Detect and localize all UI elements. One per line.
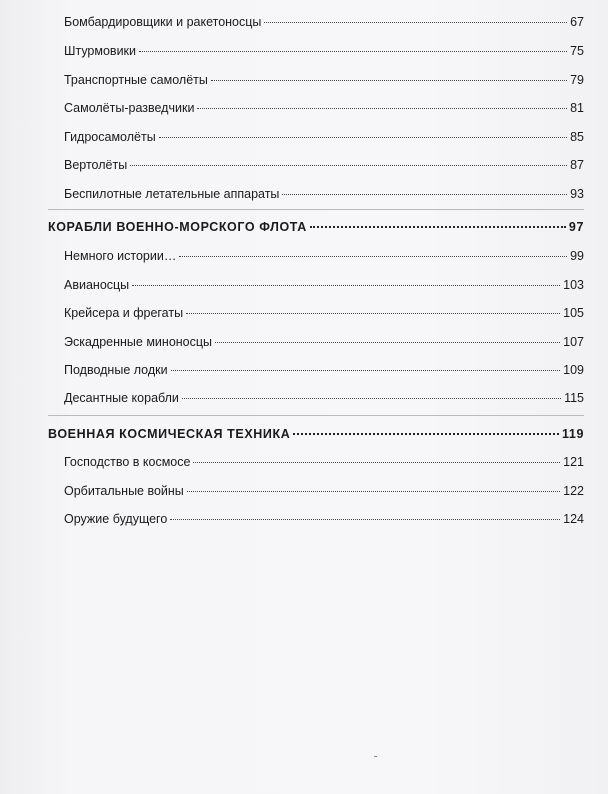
toc-entry[interactable] — [64, 389, 584, 407]
toc-entry-title: Орбитальные войны — [64, 484, 184, 498]
toc-entry-page: 93 — [570, 187, 584, 201]
toc-section-page: 97 — [568, 220, 584, 234]
toc-entry-title: Штурмовики — [64, 44, 137, 58]
toc-section-title: ВОЕННАЯ КОСМИЧЕСКАЯ ТЕХНИКА — [48, 427, 291, 441]
dot-leader — [197, 108, 567, 109]
toc-entry-title: Вертолёты — [64, 158, 128, 172]
dot-leader — [171, 370, 561, 371]
toc-entry[interactable] — [64, 333, 584, 351]
toc-entry-title: Транспортные самолёты — [64, 73, 208, 87]
dot-leader — [159, 137, 567, 138]
dot-leader — [187, 491, 560, 492]
toc-entry-title: Оружие будущего — [64, 512, 168, 526]
toc-entry-title: Самолёты-разведчики — [64, 101, 195, 115]
dot-leader — [282, 194, 567, 195]
dot-leader — [132, 285, 560, 286]
toc-entry-page: 85 — [570, 130, 584, 144]
dot-leader — [182, 398, 561, 399]
toc-entry-page: 109 — [563, 363, 584, 377]
toc-entry-page: 87 — [570, 158, 584, 172]
toc-entry-title: Немного истории… — [64, 249, 177, 263]
toc-entry[interactable] — [64, 42, 584, 60]
dot-leader — [215, 342, 560, 343]
toc-entry-title: Авианосцы — [64, 278, 130, 292]
toc-entry-title: Крейсера и фрегаты — [64, 306, 184, 320]
toc-entry-page: 81 — [570, 101, 584, 115]
toc-entry-title: Эскадренные миноносцы — [64, 335, 213, 349]
toc-entry-title: Десантные корабли — [64, 391, 179, 405]
dot-leader — [186, 313, 560, 314]
section-divider — [48, 415, 584, 416]
toc-entry[interactable] — [64, 304, 584, 322]
dot-leader — [310, 226, 566, 228]
toc-entry-title: Господство в космосе — [64, 455, 191, 469]
toc-entry-page: 115 — [564, 391, 584, 405]
toc-entry-page: 107 — [563, 335, 584, 349]
toc-entry[interactable] — [64, 247, 584, 265]
toc-section-heading[interactable] — [48, 218, 584, 236]
dot-leader — [293, 433, 559, 435]
dot-leader — [170, 519, 560, 520]
section-divider — [48, 209, 584, 210]
toc-section-title: КОРАБЛИ ВОЕННО-МОРСКОГО ФЛОТА — [48, 220, 307, 234]
toc-entry-page: 103 — [563, 278, 584, 292]
toc-entry[interactable] — [64, 453, 584, 471]
toc-entry-page: 121 — [563, 455, 584, 469]
toc-entry-page: 67 — [570, 15, 584, 29]
dot-leader — [130, 165, 567, 166]
toc-entry-page: 105 — [563, 306, 584, 320]
toc-entry[interactable] — [64, 361, 584, 379]
toc-entry-page: 124 — [563, 512, 584, 526]
toc-entry-page: 75 — [570, 44, 584, 58]
toc-entry-title: Подводные лодки — [64, 363, 168, 377]
dot-leader — [211, 80, 567, 81]
toc-entry[interactable] — [64, 482, 584, 500]
dot-leader — [179, 256, 567, 257]
toc-entry[interactable] — [64, 128, 584, 146]
dot-leader — [193, 462, 560, 463]
toc-entry[interactable] — [64, 156, 584, 174]
toc-entry[interactable] — [64, 510, 584, 528]
toc-entry[interactable] — [64, 13, 584, 31]
dot-leader — [139, 51, 567, 52]
toc-entry[interactable] — [64, 71, 584, 89]
toc-section-heading[interactable] — [48, 425, 584, 443]
toc-entry-page: 99 — [570, 249, 584, 263]
toc-entry[interactable] — [64, 276, 584, 294]
toc-entry[interactable] — [64, 99, 584, 117]
toc-entry-page: 79 — [570, 73, 584, 87]
paper-speck — [374, 756, 377, 757]
toc-entry-page: 122 — [563, 484, 584, 498]
toc-entry[interactable] — [64, 185, 584, 203]
toc-entry-title: Гидросамолёты — [64, 130, 156, 144]
toc-section-page: 119 — [562, 427, 584, 441]
dot-leader — [264, 22, 567, 23]
toc-entry-title: Беспилотные летательные аппараты — [64, 187, 280, 201]
toc-entry-title: Бомбардировщики и ракетоносцы — [64, 15, 262, 29]
